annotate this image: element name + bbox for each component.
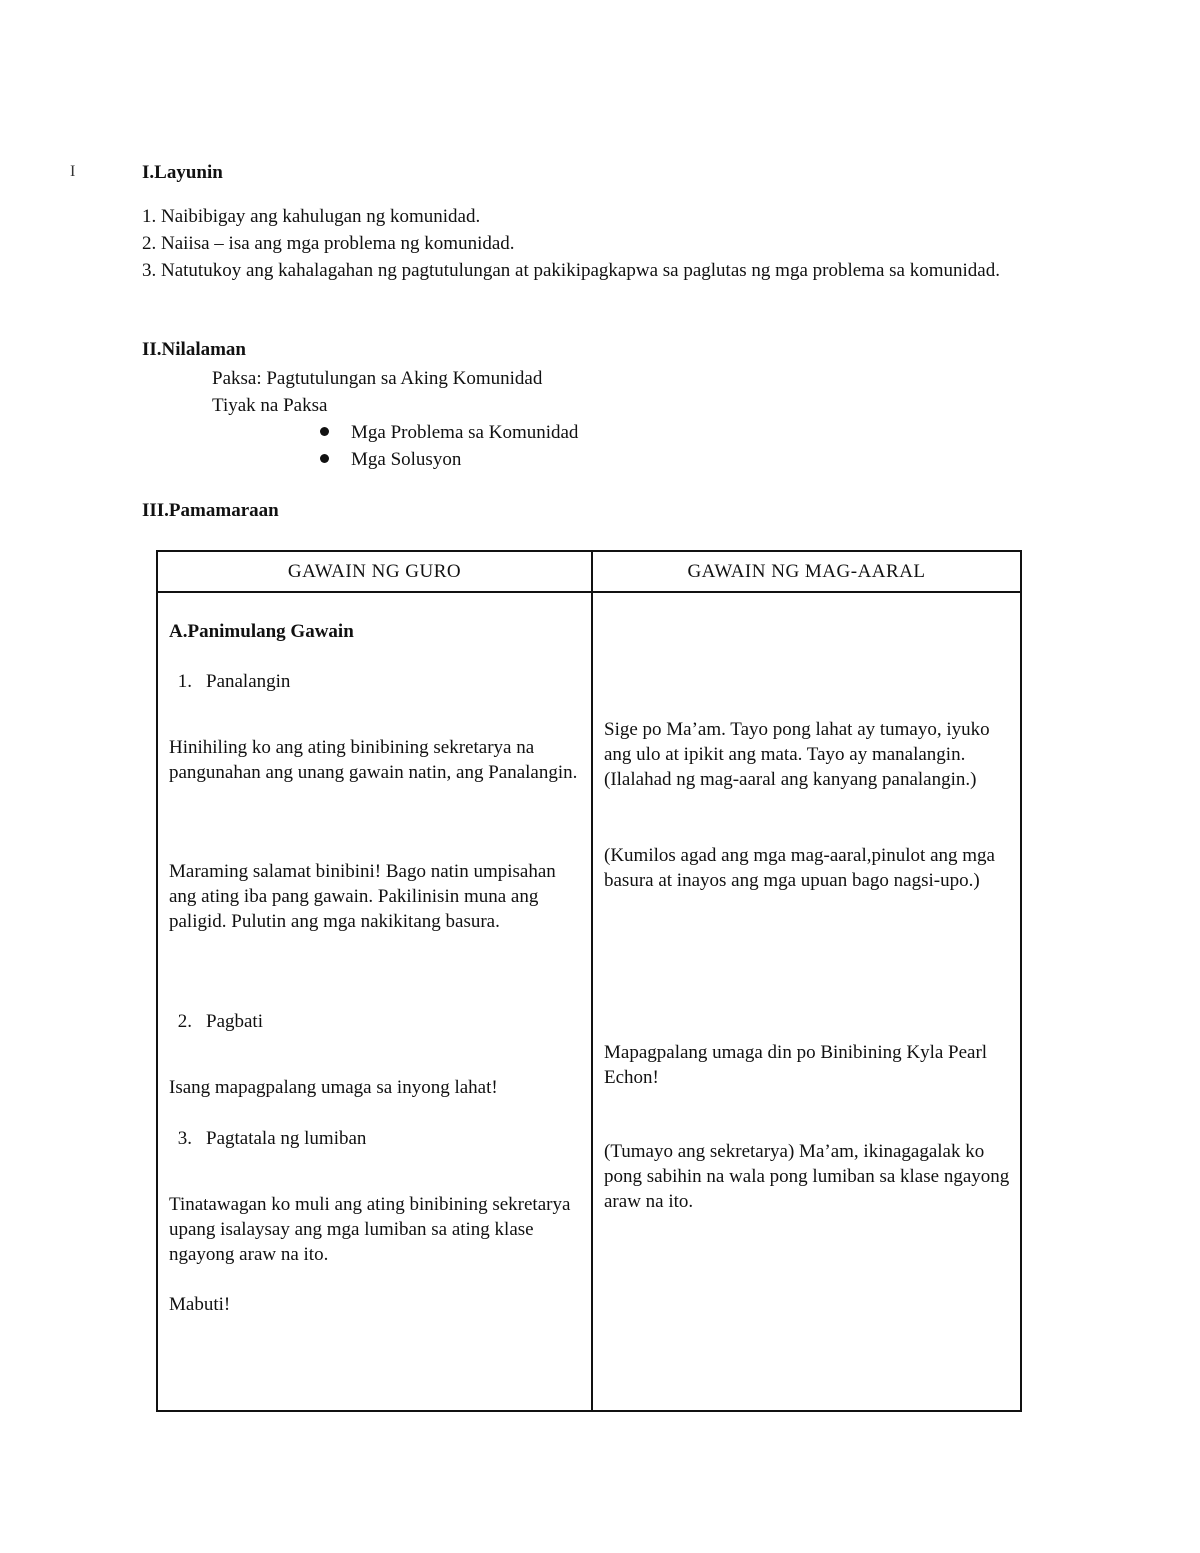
section-pamamaraan-heading: III.Pamamaraan <box>142 500 279 521</box>
paksa-line: Paksa: Pagtutulungan sa Aking Komunidad <box>212 368 543 389</box>
step-pagtatala: 3. Pagtatala ng lumiban <box>177 1128 367 1149</box>
guro-paragraph: Isang mapagpalang umaga sa inyong lahat! <box>169 1077 498 1098</box>
margin-mark: I <box>70 163 76 180</box>
column-header-guro: GAWAIN NG GURO <box>157 551 592 592</box>
column-header-mag-aaral: GAWAIN NG MAG-AARAL <box>592 551 1021 592</box>
panimulang-gawain-heading: A.Panimulang Gawain <box>169 621 354 642</box>
section-layunin-heading: I.Layunin <box>142 162 223 183</box>
topic-bullet-item: Mga Problema sa Komunidad <box>320 419 578 446</box>
guro-paragraph: Maraming salamat binibini! Bago natin umpisahan ang ating iba pang gawain. Pakilinisin muna ang paligid. Pulutin ang mga nakikitang basura. <box>169 861 556 932</box>
mag-aaral-response: (Kumilos agad ang mga mag-aaral,pinulot ang mga basura at inayos ang mga upuan bago nagsi-upo.) <box>604 845 995 891</box>
topic-bullet-item: Mga Solusyon <box>320 446 461 473</box>
lesson-procedure-table <box>156 550 1022 1412</box>
guro-paragraph: Hinihiling ko ang ating binibining sekretarya na pangunahan ang unang gawain natin, ang Panalangin. <box>169 737 578 783</box>
mag-aaral-response: Sige po Ma’am. Tayo pong lahat ay tumayo, iyuko ang ulo at ipikit ang mata. Tayo ay manalangin. (Ilalahad ng mag-aaral ang kanyang panalangin.) <box>604 719 990 790</box>
mag-aaral-response: (Tumayo ang sekretarya) Ma’am, ikinagagalak ko pong sabihin na wala pong lumiban sa klase ngayong araw na ito. <box>604 1141 1010 1212</box>
bullet-icon <box>320 454 329 463</box>
guro-paragraph: Mabuti! <box>169 1294 231 1315</box>
objective-item: 3. Natutukoy ang kahalagahan ng pagtutulungan at pakikipagkapwa sa paglutas ng mga problema sa komunidad. <box>142 260 1000 281</box>
mag-aaral-activities-cell <box>592 592 1021 1411</box>
tiyak-na-paksa: Tiyak na Paksa <box>212 395 328 416</box>
step-panalangin: 1. Panalangin <box>177 671 291 692</box>
objective-item: 2. Naiisa – isa ang mga problema ng komunidad. <box>142 233 515 254</box>
step-pagbati: 2. Pagbati <box>177 1011 263 1032</box>
bullet-icon <box>320 427 329 436</box>
guro-paragraph: Tinatawagan ko muli ang ating binibining sekretarya upang isalaysay ang mga lumiban sa ating klase ngayong araw na ito. <box>169 1194 571 1265</box>
section-nilalaman-heading: II.Nilalaman <box>142 339 246 360</box>
mag-aaral-response: Mapagpalang umaga din po Binibining Kyla Pearl Echon! <box>604 1042 988 1088</box>
guro-activities-cell <box>157 592 592 1411</box>
objective-item: 1. Naibibigay ang kahulugan ng komunidad. <box>142 206 481 227</box>
